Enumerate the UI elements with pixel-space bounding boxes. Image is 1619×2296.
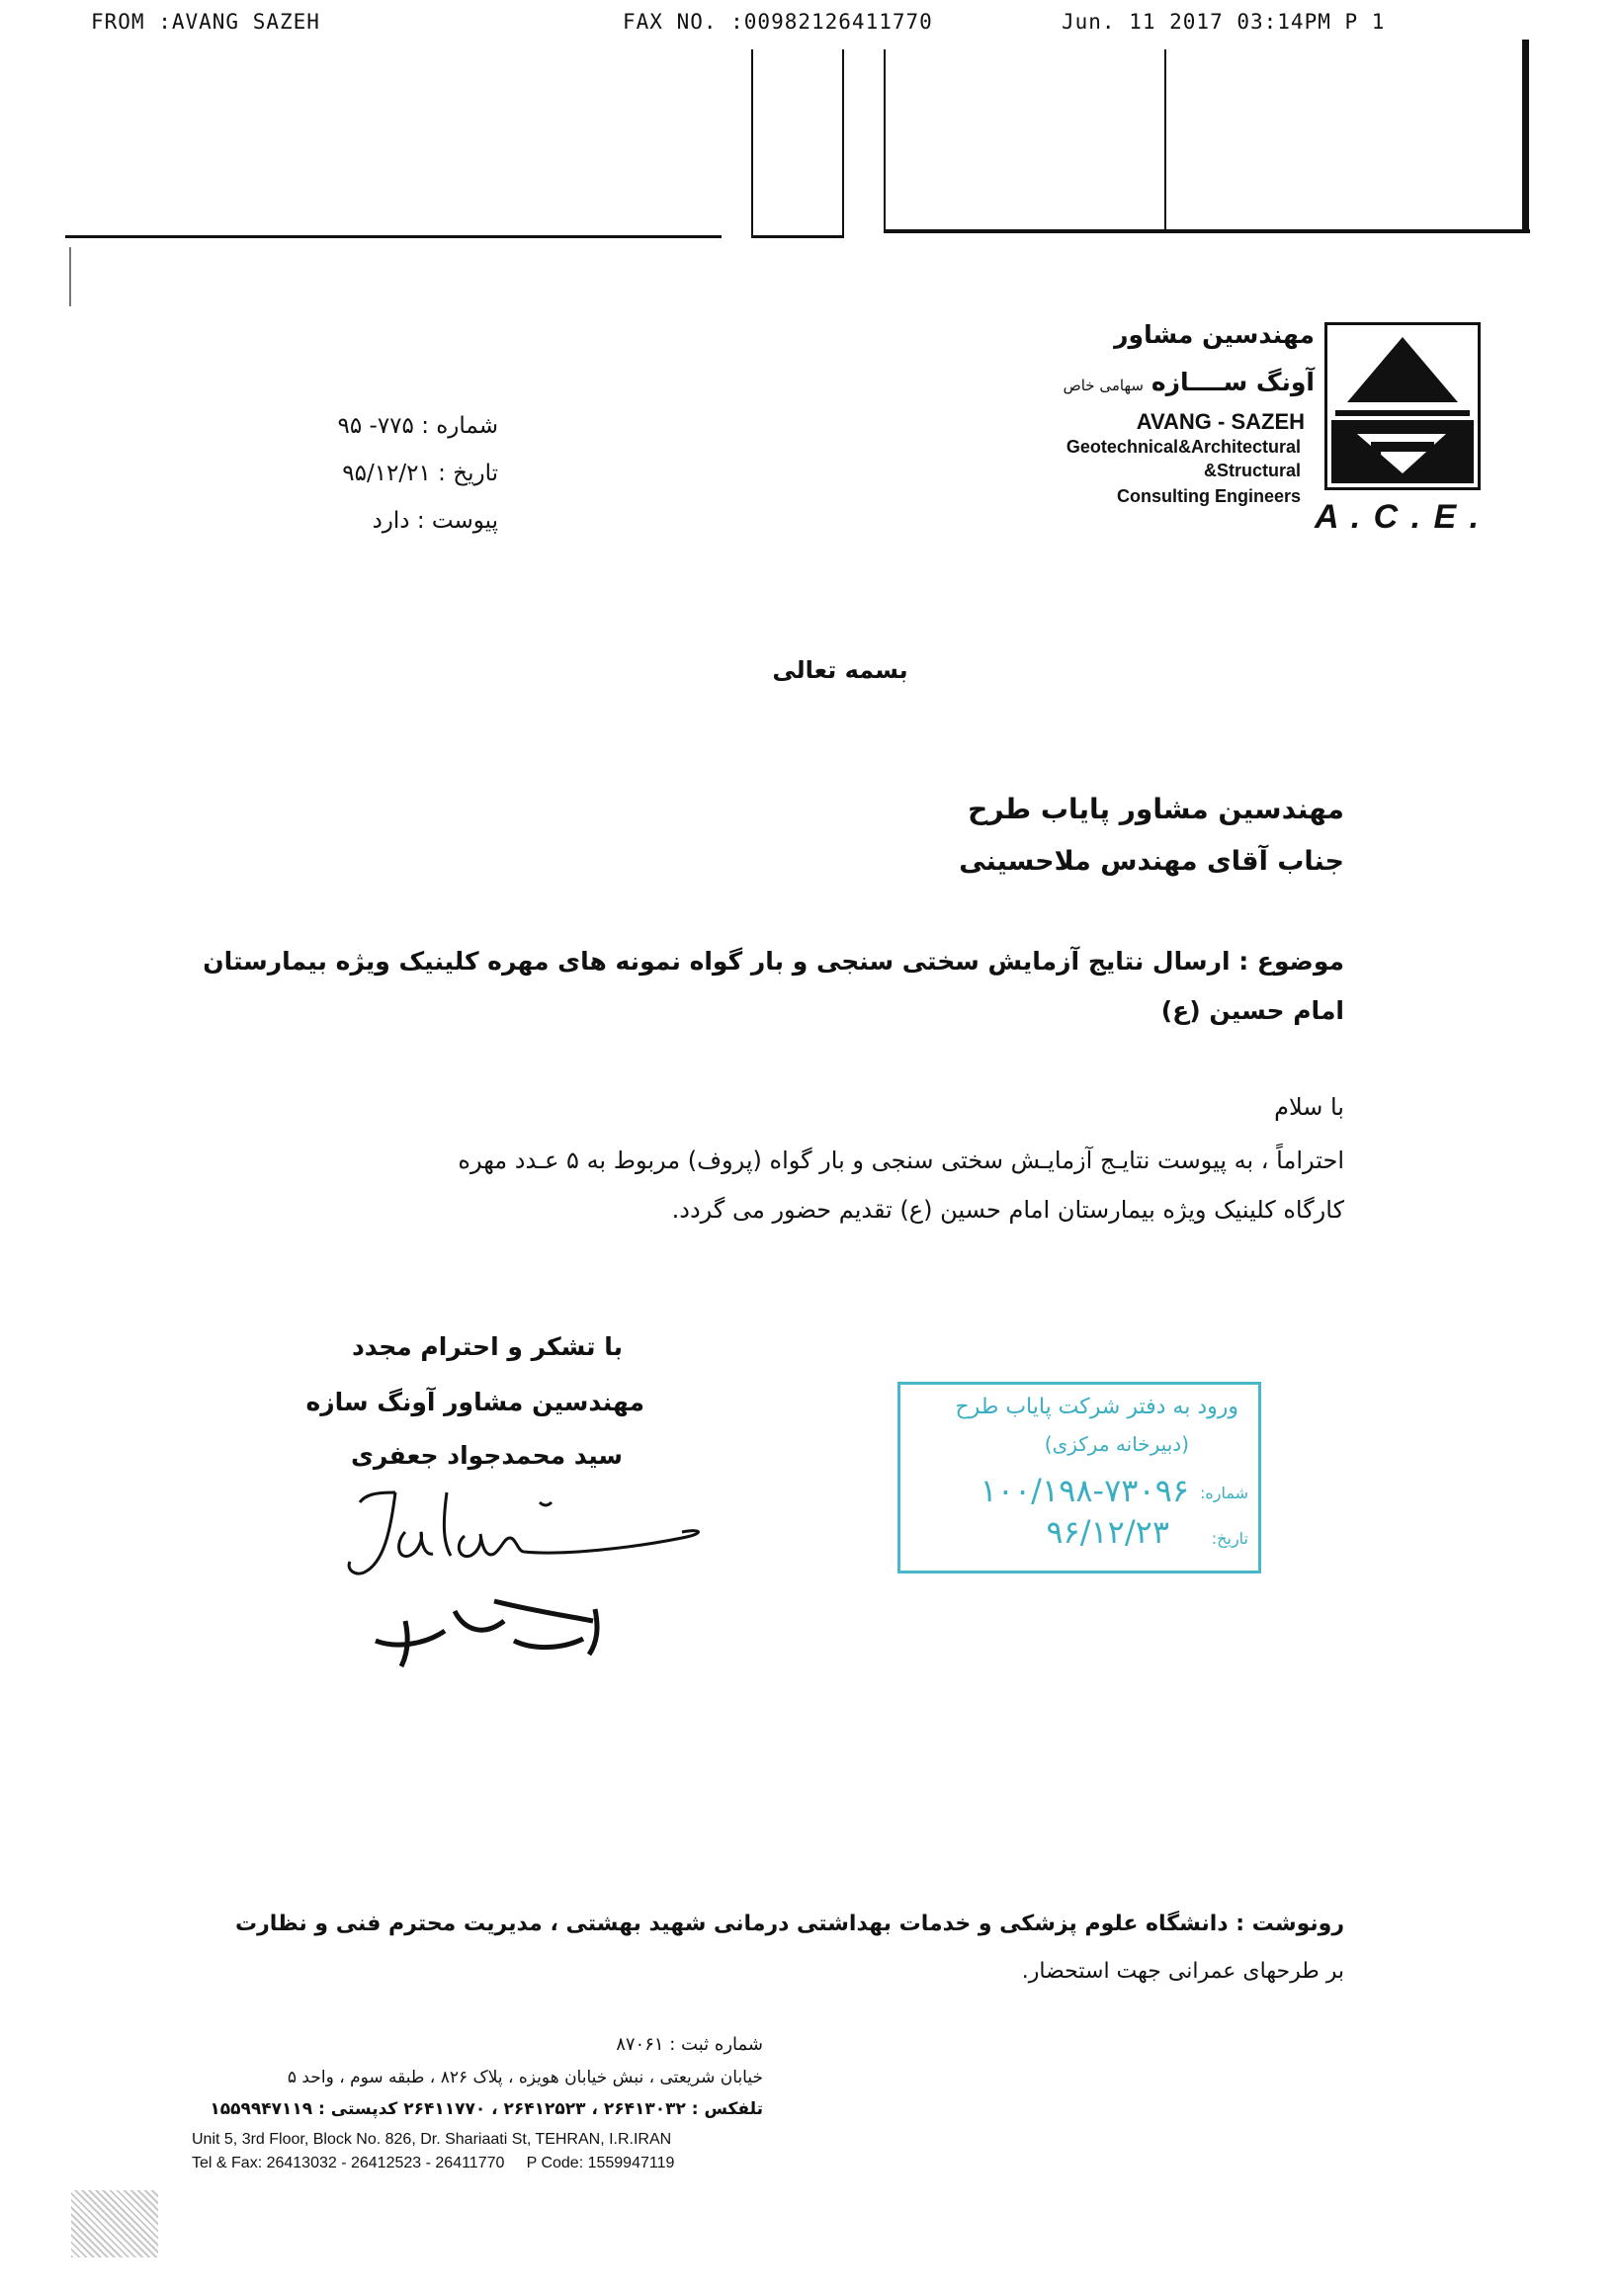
- subject-line-2: امام حسین (ع): [1160, 996, 1344, 1025]
- letter-attachment: پیوست : دارد: [372, 508, 498, 534]
- logo-mark-icon: [1327, 325, 1478, 487]
- letter-date: تاریخ : ۹۵/۱۲/۲۱: [342, 461, 498, 486]
- greeting: با سلام: [1274, 1093, 1344, 1121]
- company-type-fa: سهامی خاص: [1063, 377, 1144, 394]
- footer-phone-fa: تلفکس : ۲۶۴۱۳۰۳۲ ، ۲۶۴۱۲۵۲۳ ، ۲۶۴۱۱۷۷۰ کدپستی : ۱۵۵۹۹۴۷۱۱۹: [210, 2099, 763, 2119]
- cc-line-2: بر طرحهای عمرانی جهت استحضار.: [1021, 1959, 1344, 1984]
- receipt-stamp: [897, 1382, 1261, 1573]
- header-rule-mid: [751, 235, 844, 238]
- subject-line-1: موضوع : ارسال نتایج آزمایش سختی سنجی و بار گواه نمونه های مهره کلینیک ویژه بیمارستان: [203, 947, 1344, 976]
- stamp-number-label: شماره:: [1199, 1484, 1248, 1502]
- footer-address-en: Unit 5, 3rd Floor, Block No. 826, Dr. Shariaati St, TEHRAN, I.R.IRAN: [192, 2131, 672, 2148]
- scan-noise-patch: [71, 2190, 158, 2257]
- header-divider-2: [842, 49, 844, 237]
- body-line-1: احتراماً ، به پیوست نتایـج آزمایـش سختی سنجی و بار گواه (پروف) مربوط به ۵ عـدد مهره: [458, 1147, 1344, 1174]
- header-divider-4: [1164, 49, 1166, 231]
- header-rule-right: [884, 229, 1530, 233]
- company-logo: [1324, 322, 1481, 490]
- company-name-fa: [1064, 368, 1315, 396]
- stamp-title: ورود به دفتر شرکت پایاب طرح: [955, 1395, 1238, 1419]
- header-edge-bar: [1522, 40, 1529, 233]
- footer-phone-en: Tel & Fax: 26413032 - 26412523 - 26411770 P Code: 1559947119: [192, 2155, 675, 2171]
- fax-date: Jun. 11 2017 03:14PM P 1: [1062, 10, 1386, 34]
- company-desc-1: Geotechnical&Architectural: [1065, 437, 1301, 457]
- company-name-en: AVANG - SAZEH: [1136, 409, 1305, 434]
- header-divider-3: [884, 49, 886, 231]
- fax-number: FAX NO. :00982126411770: [623, 10, 933, 34]
- company-abbr: A . C . E .: [1315, 498, 1482, 536]
- body-line-2: کارگاه کلینیک ویژه بیمارستان امام حسین (ع) تقدیم حضور می گردد.: [671, 1196, 1344, 1224]
- cc-line-1: رونوشت : دانشگاه علوم پزشکی و خدمات بهداشتی درمانی شهید بهشتی ، مدیریت محترم فنی و نظارت: [235, 1912, 1344, 1936]
- stamp-number-value: ۱۰۰/۱۹۸-۷۳۰۹۶: [980, 1472, 1189, 1509]
- letter-number: شماره : ۷۷۵- ۹۵: [337, 413, 498, 439]
- stamp-date-value: ۹۶/۱۲/۲۳: [1046, 1513, 1169, 1551]
- company-title-fa: مهندسین مشاور: [1114, 320, 1315, 349]
- stamp-date-label: تاریخ:: [1211, 1529, 1248, 1548]
- closing-company: مهندسین مشاور آونگ سازه: [305, 1388, 644, 1416]
- closing-signatory: سید محمدجواد جعفری: [350, 1441, 623, 1470]
- margin-mark: [69, 247, 71, 306]
- handwritten-signature: [336, 1473, 712, 1680]
- company-name-fa-main: آونگ ســــازه: [1150, 368, 1315, 396]
- header-divider-1: [751, 49, 753, 237]
- company-desc-2: &Structural: [1203, 461, 1301, 480]
- stamp-subtitle: (دبیرخانه مرکزی): [1044, 1432, 1189, 1456]
- recipient-org: مهندسین مشاور پایاب طرح: [968, 793, 1344, 825]
- invocation: بسمه تعالی: [772, 656, 908, 684]
- footer-registration: شماره ثبت : ۸۷۰۶۱: [616, 2034, 763, 2055]
- header-rule-left: [65, 235, 722, 238]
- company-desc-3: Consulting Engineers: [1116, 486, 1301, 506]
- footer-address-fa: خیابان شریعتی ، نبش خیابان هویزه ، پلاک ۸۲۶ ، طبقه سوم ، واحد ۵: [287, 2068, 763, 2087]
- fax-from: FROM :AVANG SAZEH: [91, 10, 320, 34]
- closing-thanks: با تشکر و احترام مجدد: [351, 1332, 623, 1361]
- recipient-person: جناب آقای مهندس ملاحسینی: [959, 846, 1344, 877]
